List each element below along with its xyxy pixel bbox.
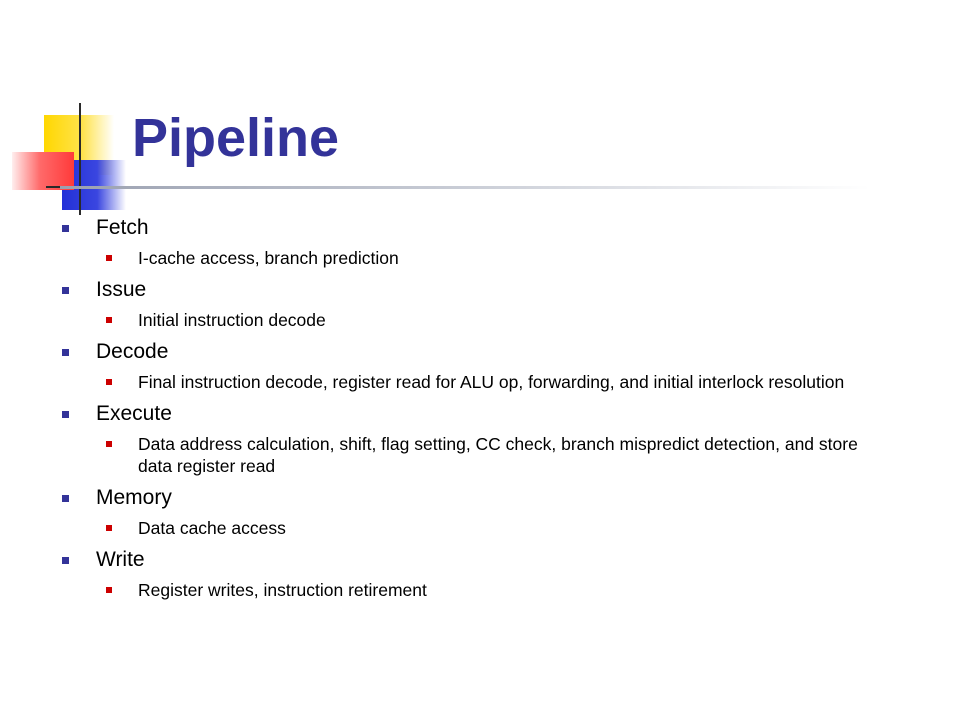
stage-label: Decode	[96, 340, 169, 363]
stage-item	[62, 214, 892, 242]
stage-detail-item	[106, 517, 892, 539]
stage-detail: Final instruction decode, register read for ALU op, forwarding, and initial interlock resolution	[138, 372, 845, 392]
slide-title: Pipeline	[132, 108, 340, 168]
square-bullet-icon	[62, 557, 69, 564]
red-square	[12, 152, 74, 190]
square-bullet-icon	[106, 441, 112, 447]
title-underline	[60, 186, 870, 189]
stage-detail: I-cache access, branch prediction	[138, 248, 399, 268]
stage-label: Memory	[96, 486, 172, 509]
square-bullet-icon	[62, 495, 69, 502]
square-bullet-icon	[62, 287, 69, 294]
stage-detail-item	[106, 371, 892, 393]
stage-detail-item	[106, 247, 892, 269]
stage-label: Write	[96, 548, 145, 571]
square-bullet-icon	[106, 255, 112, 261]
stage-label: Execute	[96, 402, 172, 425]
bullet-list	[62, 214, 892, 608]
square-bullet-icon	[62, 349, 69, 356]
stage-item	[62, 338, 892, 366]
square-bullet-icon	[62, 411, 69, 418]
square-bullet-icon	[106, 587, 112, 593]
stage-detail: Initial instruction decode	[138, 310, 326, 330]
stage-detail-item	[106, 433, 892, 477]
stage-detail: Register writes, instruction retirement	[138, 580, 427, 600]
square-bullet-icon	[106, 525, 112, 531]
stage-item	[62, 484, 892, 512]
stage-label: Fetch	[96, 216, 149, 239]
stage-item	[62, 276, 892, 304]
stage-label: Issue	[96, 278, 147, 301]
square-bullet-icon	[62, 225, 69, 232]
vertical-line	[79, 103, 81, 215]
stage-detail: Data cache access	[138, 518, 286, 538]
stage-item	[62, 546, 892, 574]
stage-detail-item	[106, 309, 892, 331]
square-bullet-icon	[106, 317, 112, 323]
stage-detail: Data address calculation, shift, flag setting, CC check, branch mispredict detection, and store data register read	[138, 434, 858, 476]
stage-item	[62, 400, 892, 428]
stage-detail-item	[106, 579, 892, 601]
square-bullet-icon	[106, 379, 112, 385]
